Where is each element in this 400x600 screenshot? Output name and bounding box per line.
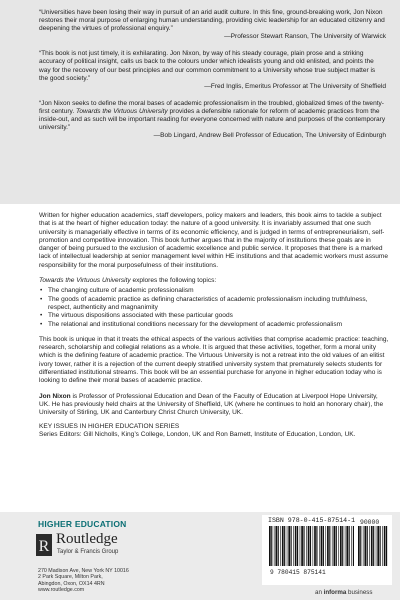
barcode-bar [373, 526, 374, 566]
barcode-icon [268, 526, 354, 566]
barcode-bar [287, 526, 288, 566]
barcode-bar [345, 526, 346, 566]
barcode-number: 9 780415 875141 [270, 569, 326, 576]
address-line: 2 Park Square, Milton Park, [38, 574, 103, 581]
barcode-bar [327, 526, 329, 566]
barcode-bar [316, 526, 317, 566]
informa-brand: informa [323, 589, 347, 596]
barcode-bar [367, 526, 368, 566]
barcode-bar [303, 526, 304, 566]
barcode-bar [364, 526, 366, 566]
endorsement-quote [39, 50, 386, 90]
topics-intro [39, 277, 390, 285]
barcode-bar [342, 526, 343, 566]
barcode-bar [340, 526, 342, 566]
business-prefix: an [315, 589, 324, 596]
barcode-bar [334, 526, 336, 566]
barcode-addon-icon [357, 526, 389, 566]
barcode-bar [371, 526, 373, 566]
barcode-bar [384, 526, 386, 566]
publisher-group: Taylor & Francis Group [57, 549, 119, 555]
barcode-bar [275, 526, 277, 566]
subject-category: HIGHER EDUCATION [38, 519, 127, 529]
quote-book-title: Towards the Virtuous University [76, 107, 168, 115]
quote-text: “This book is not just timely, it is exhilarating. Jon Nixon, by way of his steady courage, plain prose and a striking accuracy of political insight, calls us back to the colours under which idealists young and old enlisted, and points the way for the recovery of our best principles and our common commitment to a University whose true subject matter is the good society.” [39, 50, 376, 82]
endorsement-quote [39, 100, 386, 140]
barcode-bar [358, 526, 360, 566]
endorsement-quote [39, 9, 386, 41]
barcode-bar [319, 526, 320, 566]
routledge-logo-icon [36, 534, 52, 556]
topic-item: • The relational and institutional conditions necessary for the development of academic professionalism [39, 321, 390, 329]
address-line: 270 Madison Ave, New York NY 10016 [38, 568, 129, 574]
topic-item: • The changing culture of academic professionalism [39, 287, 390, 295]
quote-attribution: —Professor Stewart Ranson, The University of Warwick [224, 33, 386, 41]
barcode-bar [369, 526, 370, 566]
blurb-body [39, 212, 390, 439]
endorsement-panel [0, 0, 400, 204]
series-info [39, 423, 390, 440]
publisher-address [38, 568, 129, 594]
barcode-bar [380, 526, 381, 566]
author-bio-text: is Professor of Professional Education and Dean of the Faculty of Education at Liverpool Hope University, UK. He has previously held chairs at the University of Sheffield, UK (where he continues to hold an honorary chair), the University of Stirling, UK and Canterbury Christ Church University, UK. [39, 392, 384, 417]
publisher-name: Routledge [56, 531, 118, 547]
blurb-paragraph: This book is unique in that it treats the ethical aspects of the various activities that comprise academic practice: teaching, research, scholarship and collegial relations as a whole. It is argued that these activities, together, form a moral unity which is the defining feature of academic practice. The Virtuous University is not a retreat into the old values of an elitist ivory tower, rather it is a rejection of the current deeply stratified university system that prematurely selects students for differentiated institutional streams. This book will be an essential purchase for anyone in higher education today who is looking to define their moral bases of academic practice. [39, 335, 389, 385]
quote-text-end: provides a defensible rationale for reform of academic practices from the inside-out, and as such will be important reading for everyone concerned with nature and purposes of the contemporary university.” [39, 107, 386, 132]
series-title: KEY ISSUES IN HIGHER EDUCATION SERIES [39, 422, 180, 430]
topic-item: • The goods of academic practice as defining characteristics of academic professionalism including truthfulness, respect, authenticity and magnanimity [39, 296, 390, 313]
barcode-bar [288, 526, 290, 566]
barcode-bar [301, 526, 303, 566]
barcode-bar [282, 526, 284, 566]
barcode-bar [382, 526, 383, 566]
address-line: www.routledge.com [38, 587, 85, 594]
barcode-bar [386, 526, 387, 566]
barcode-bar [291, 526, 292, 566]
barcode-bar [338, 526, 339, 566]
barcode-bar [376, 526, 377, 566]
barcode-bar [353, 526, 354, 566]
quote-attribution: —Fred Inglis, Emeritus Professor at The University of Sheffield [204, 82, 386, 90]
barcode-bar [297, 526, 298, 566]
barcode-bar [325, 526, 326, 566]
barcode-bar [271, 526, 272, 566]
quote-text-start: “Jon Nixon seeks to define the moral bases of academic professionalism in the troubled, globalized times of the twenty-first century. [39, 99, 384, 115]
barcode-bar [377, 526, 379, 566]
barcode-bar [300, 526, 301, 566]
barcode-bar [295, 526, 297, 566]
barcode-bar [269, 526, 271, 566]
author-bio [39, 393, 390, 418]
informa-business-line [315, 589, 372, 596]
barcode-bar [278, 526, 279, 566]
quote-attribution: —Bob Lingard, Andrew Bell Professor of Education, The University of Edinburgh [153, 132, 386, 140]
address-line: Abingdon, Oxon, OX14 4RN [38, 580, 105, 587]
barcode-bar [363, 526, 364, 566]
topics-intro-title: Towards the Virtuous University [39, 277, 131, 285]
barcode-bar [293, 526, 294, 566]
author-name: Jon Nixon [39, 392, 71, 400]
price-code: 90000 [360, 519, 380, 526]
topics-intro-text: explores the following topics: [130, 277, 217, 285]
series-editors: Series Editors: Gill Nicholls, King’s College, London, UK and Ron Barnett, Institute of Education, London, UK. [39, 430, 356, 438]
barcode-bar [332, 526, 333, 566]
barcode-bar [274, 526, 275, 566]
quote-text: “Universities have been losing their way in pursuit of an arid audit culture. In this fine, ground-breaking work, Jon Nixon restores their moral purpose of enlarging human understanding, providing civic leadership for an educated citizenry and deepening the virtues of professional enquiry.” [39, 9, 385, 33]
barcode-bar [336, 526, 337, 566]
barcode-bar [310, 526, 311, 566]
blurb-paragraph: Written for higher education academics, staff developers, policy makers and leaders, this book aims to tackle a subject that is at the heart of higher education today: the nature of a good university. It is invariably assumed that one such university is managerially effective in terms of its economic efficiency, and is judged in terms of entrepreneurialism, self-promotion and competitive innovation. This book further argues that in the majority of institutions these goals are in danger of being pursued to the exclusion of academic excellence and public service. It proposes that there is a marked lack of intellectual leadership at senior management level within HE institutions and that academic workers must assume responsibility for the moral purposefulness of their institutions. [39, 212, 388, 269]
barcode-bar [329, 526, 330, 566]
barcode-bar [346, 526, 348, 566]
business-suffix: business [346, 589, 373, 596]
barcode-bar [360, 526, 361, 566]
svg-text:R: R [38, 538, 50, 555]
isbn-number: ISBN 978-0-415-87514-1 [268, 517, 356, 524]
barcode-bar [321, 526, 323, 566]
barcode-bar [308, 526, 310, 566]
topic-item: • The virtuous dispositions associated with these particular goods [39, 312, 390, 320]
barcode-bar [280, 526, 281, 566]
barcode-bar [323, 526, 324, 566]
barcode-bar [351, 526, 352, 566]
barcode-bar [349, 526, 350, 566]
barcode-bar [313, 526, 314, 566]
barcode-bar [284, 526, 285, 566]
barcode-bar [306, 526, 307, 566]
barcode-bar [314, 526, 316, 566]
cover-footer [0, 512, 400, 600]
topics-list [39, 287, 390, 328]
